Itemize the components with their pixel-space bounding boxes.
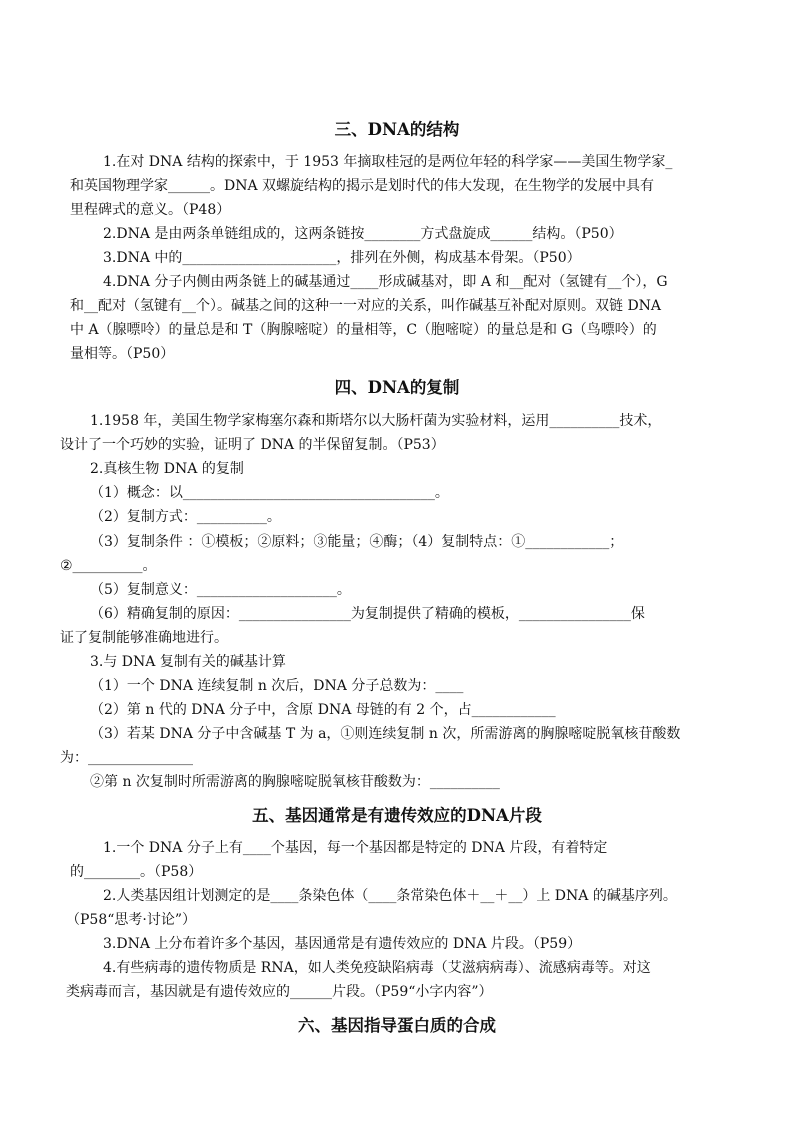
paragraph-line: 和__配对（氢键有__个）。碱基之间的这种一一对应的关系，叫作碱基互补配对原则。双链 DNA — [70, 298, 662, 314]
paragraph-line: （1）概念：以____________________________________。 — [90, 485, 449, 501]
paragraph-line: 类病毒而言，基因就是有遗传效应的______片段。（P59“小字内容”） — [66, 984, 493, 1000]
section-heading-dna-structure: 三、DNA的结构 — [334, 120, 460, 139]
paragraph-line: （5）复制意义：____________________。 — [90, 582, 351, 598]
paragraph-line: ②第 n 次复制时所需游离的胸腺嘧啶脱氧核苷酸数为：__________ — [90, 774, 500, 790]
paragraph-line: ②__________。 — [60, 558, 157, 574]
paragraph-line: 3.与 DNA 复制有关的碱基计算 — [90, 654, 286, 670]
paragraph-line: （3）复制条件 ：①模板；②原料；③能量；④酶；（4）复制特点：①____________； — [90, 534, 624, 550]
paragraph-line: 1.一个 DNA 分子上有____个基因，每一个基因都是特定的 DNA 片段，有着特定 — [103, 840, 608, 856]
paragraph-line: 和英国物理学家______。DNA 双螺旋结构的揭示是划时代的伟大发现，在生物学的发展中具有 — [70, 178, 655, 194]
paragraph-line: 中 A（腺嘌呤）的量总是和 T（胸腺嘧啶）的量相等，C（胞嘧啶）的量总是和 G（鸟嘌呤）的 — [70, 322, 657, 338]
section-heading-gene-protein-synthesis: 六、基因指导蛋白质的合成 — [298, 1016, 496, 1035]
paragraph-line: 4.有些病毒的遗传物质是 RNA，如人类免疫缺陷病毒（艾滋病病毒）、流感病毒等。对这 — [103, 960, 651, 976]
paragraph-line: 2.人类基因组计划测定的是____条染色体（____条常染色体＋__＋__）上 DNA 的碱基序列。 — [103, 888, 677, 904]
paragraph-line: （2）复制方式：__________。 — [90, 509, 281, 525]
paragraph-line: （3）若某 DNA 分子中含碱基 T 为 a，①则连续复制 n 次，所需游离的胸腺嘧啶脱氧核苷酸数 — [90, 726, 681, 742]
paragraph-line: （6）精确复制的原因：________________为复制提供了精确的模板，________________保 — [90, 606, 645, 622]
paragraph-line: 里程碑式的意义。（P48） — [70, 202, 231, 218]
paragraph-line: 为：_______________ — [60, 750, 193, 766]
section-heading-gene-dna-segment: 五、基因通常是有遗传效应的DNA片段 — [252, 806, 542, 825]
paragraph-line: 设计了一个巧妙的实验，证明了 DNA 的半保留复制。（P53） — [60, 437, 445, 453]
paragraph-line: 4.DNA 分子内侧由两条链上的碱基通过____形成碱基对，即 A 和__配对（氢键有__个），G — [103, 274, 668, 290]
paragraph-line: （P58“思考·讨论”） — [66, 912, 196, 928]
paragraph-line: 2.DNA 是由两条单链组成的，这两条链按________方式盘旋成______结构。（P50） — [103, 226, 623, 242]
paragraph-line: 3.DNA 中的______________________，排列在外侧，构成基本骨架。（P50） — [103, 250, 581, 266]
paragraph-line: （2）第 n 代的 DNA 分子中，含原 DNA 母链的有 2 个，占____________ — [90, 702, 556, 718]
paragraph-line: 1.在对 DNA 结构的探索中，于 1953 年摘取桂冠的是两位年轻的科学家——美国生物学家_ — [103, 154, 673, 170]
paragraph-line: 的________。（P58） — [70, 864, 203, 880]
paragraph-line: 3.DNA 上分布着许多个基因，基因通常是有遗传效应的 DNA 片段。（P59） — [103, 936, 582, 952]
paragraph-line: 量相等。（P50） — [70, 346, 175, 362]
paragraph-line: （1）一个 DNA 连续复制 n 次后，DNA 分子总数为：____ — [90, 678, 464, 694]
section-heading-dna-replication: 四、DNA的复制 — [334, 378, 460, 397]
paragraph-line: 证了复制能够准确地进行。 — [60, 630, 228, 646]
paragraph-line: 2.真核生物 DNA 的复制 — [90, 461, 244, 477]
paragraph-line: 1.1958 年，美国生物学家梅塞尔森和斯塔尔以大肠杆菌为实验材料，运用__________技术， — [90, 413, 662, 429]
